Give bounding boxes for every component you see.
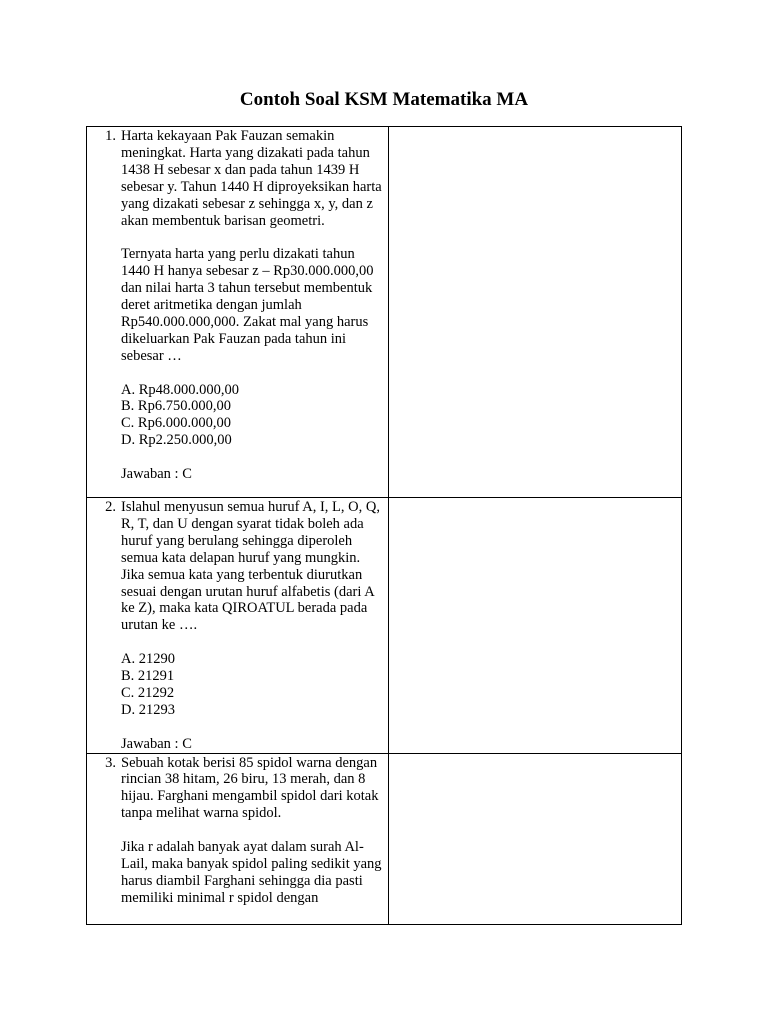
question-table xyxy=(86,126,682,925)
answer-cell xyxy=(388,498,682,754)
table-row xyxy=(87,753,682,924)
answer-cell xyxy=(388,753,682,924)
option-d: D. 21293 xyxy=(121,701,175,718)
page-title: Contoh Soal KSM Matematika MA xyxy=(239,89,529,110)
option-b: B. 21291 xyxy=(121,668,175,685)
answer-text: Jawaban : C xyxy=(121,466,192,483)
option-c: C. 21292 xyxy=(121,684,175,701)
question-cell xyxy=(87,127,389,498)
table-row xyxy=(87,127,682,498)
question-number: 2. xyxy=(105,499,116,515)
question-text: Sebuah kotak berisi 85 spidol warna dengan rincian 38 hitam, 26 biru, 13 merah, dan 8 hijau. Farghani mengambil spidol dari kotak tanpa melihat warna spidol. xyxy=(121,754,379,822)
option-c: C. Rp6.000.000,00 xyxy=(121,415,231,432)
answer-cell xyxy=(388,127,682,498)
question-number: 3. xyxy=(105,754,116,771)
option-list xyxy=(121,651,384,719)
question-number: 1. xyxy=(105,128,116,144)
question-text: Islahul menyusun semua huruf A, I, L, O, Q, R, T, dan U dengan syarat tidak boleh ada huruf yang berulang sehingga diperoleh semua kata delapan huruf yang mungkin. Jika semua kata yang terbentuk diurutkan sesuai dengan urutan huruf alfabetis (dari A ke Z), maka kata QIROATUL berada pada urutan ke …. xyxy=(121,499,380,634)
option-d: D. Rp2.250.000,00 xyxy=(121,432,232,449)
option-b: B. Rp6.750.000,00 xyxy=(121,398,231,415)
question-cell xyxy=(87,498,389,754)
option-a: A. 21290 xyxy=(121,651,175,668)
question-text: Jika r adalah banyak ayat dalam surah Al-Lail, maka banyak spidol paling sedikit yang harus diambil Farghani sehingga dia pasti memiliki minimal r spidol dengan xyxy=(121,839,382,906)
question-text: Harta kekayaan Pak Fauzan semakin meningkat. Harta yang dizakati pada tahun 1438 H sebesar x dan pada tahun 1439 H sebesar y. Tahun 1440 H diproyeksikan harta yang dizakati sebesar z sehingga x, y, dan z akan membentuk barisan geometri. xyxy=(121,128,382,229)
option-a: A. Rp48.000.000,00 xyxy=(121,381,240,398)
option-list xyxy=(121,382,384,450)
question-text: Ternyata harta yang perlu dizakati tahun 1440 H hanya sebesar z – Rp30.000.000,00 dan nilai harta 3 tahun tersebut membentuk deret aritmetika dengan jumlah Rp540.000.000,000. Zakat mal yang harus dikeluarkan Pak Fauzan pada tahun ini sebesar … xyxy=(121,246,374,364)
table-row xyxy=(87,498,682,754)
question-cell xyxy=(87,753,389,924)
answer-text: Jawaban : C xyxy=(121,735,192,752)
